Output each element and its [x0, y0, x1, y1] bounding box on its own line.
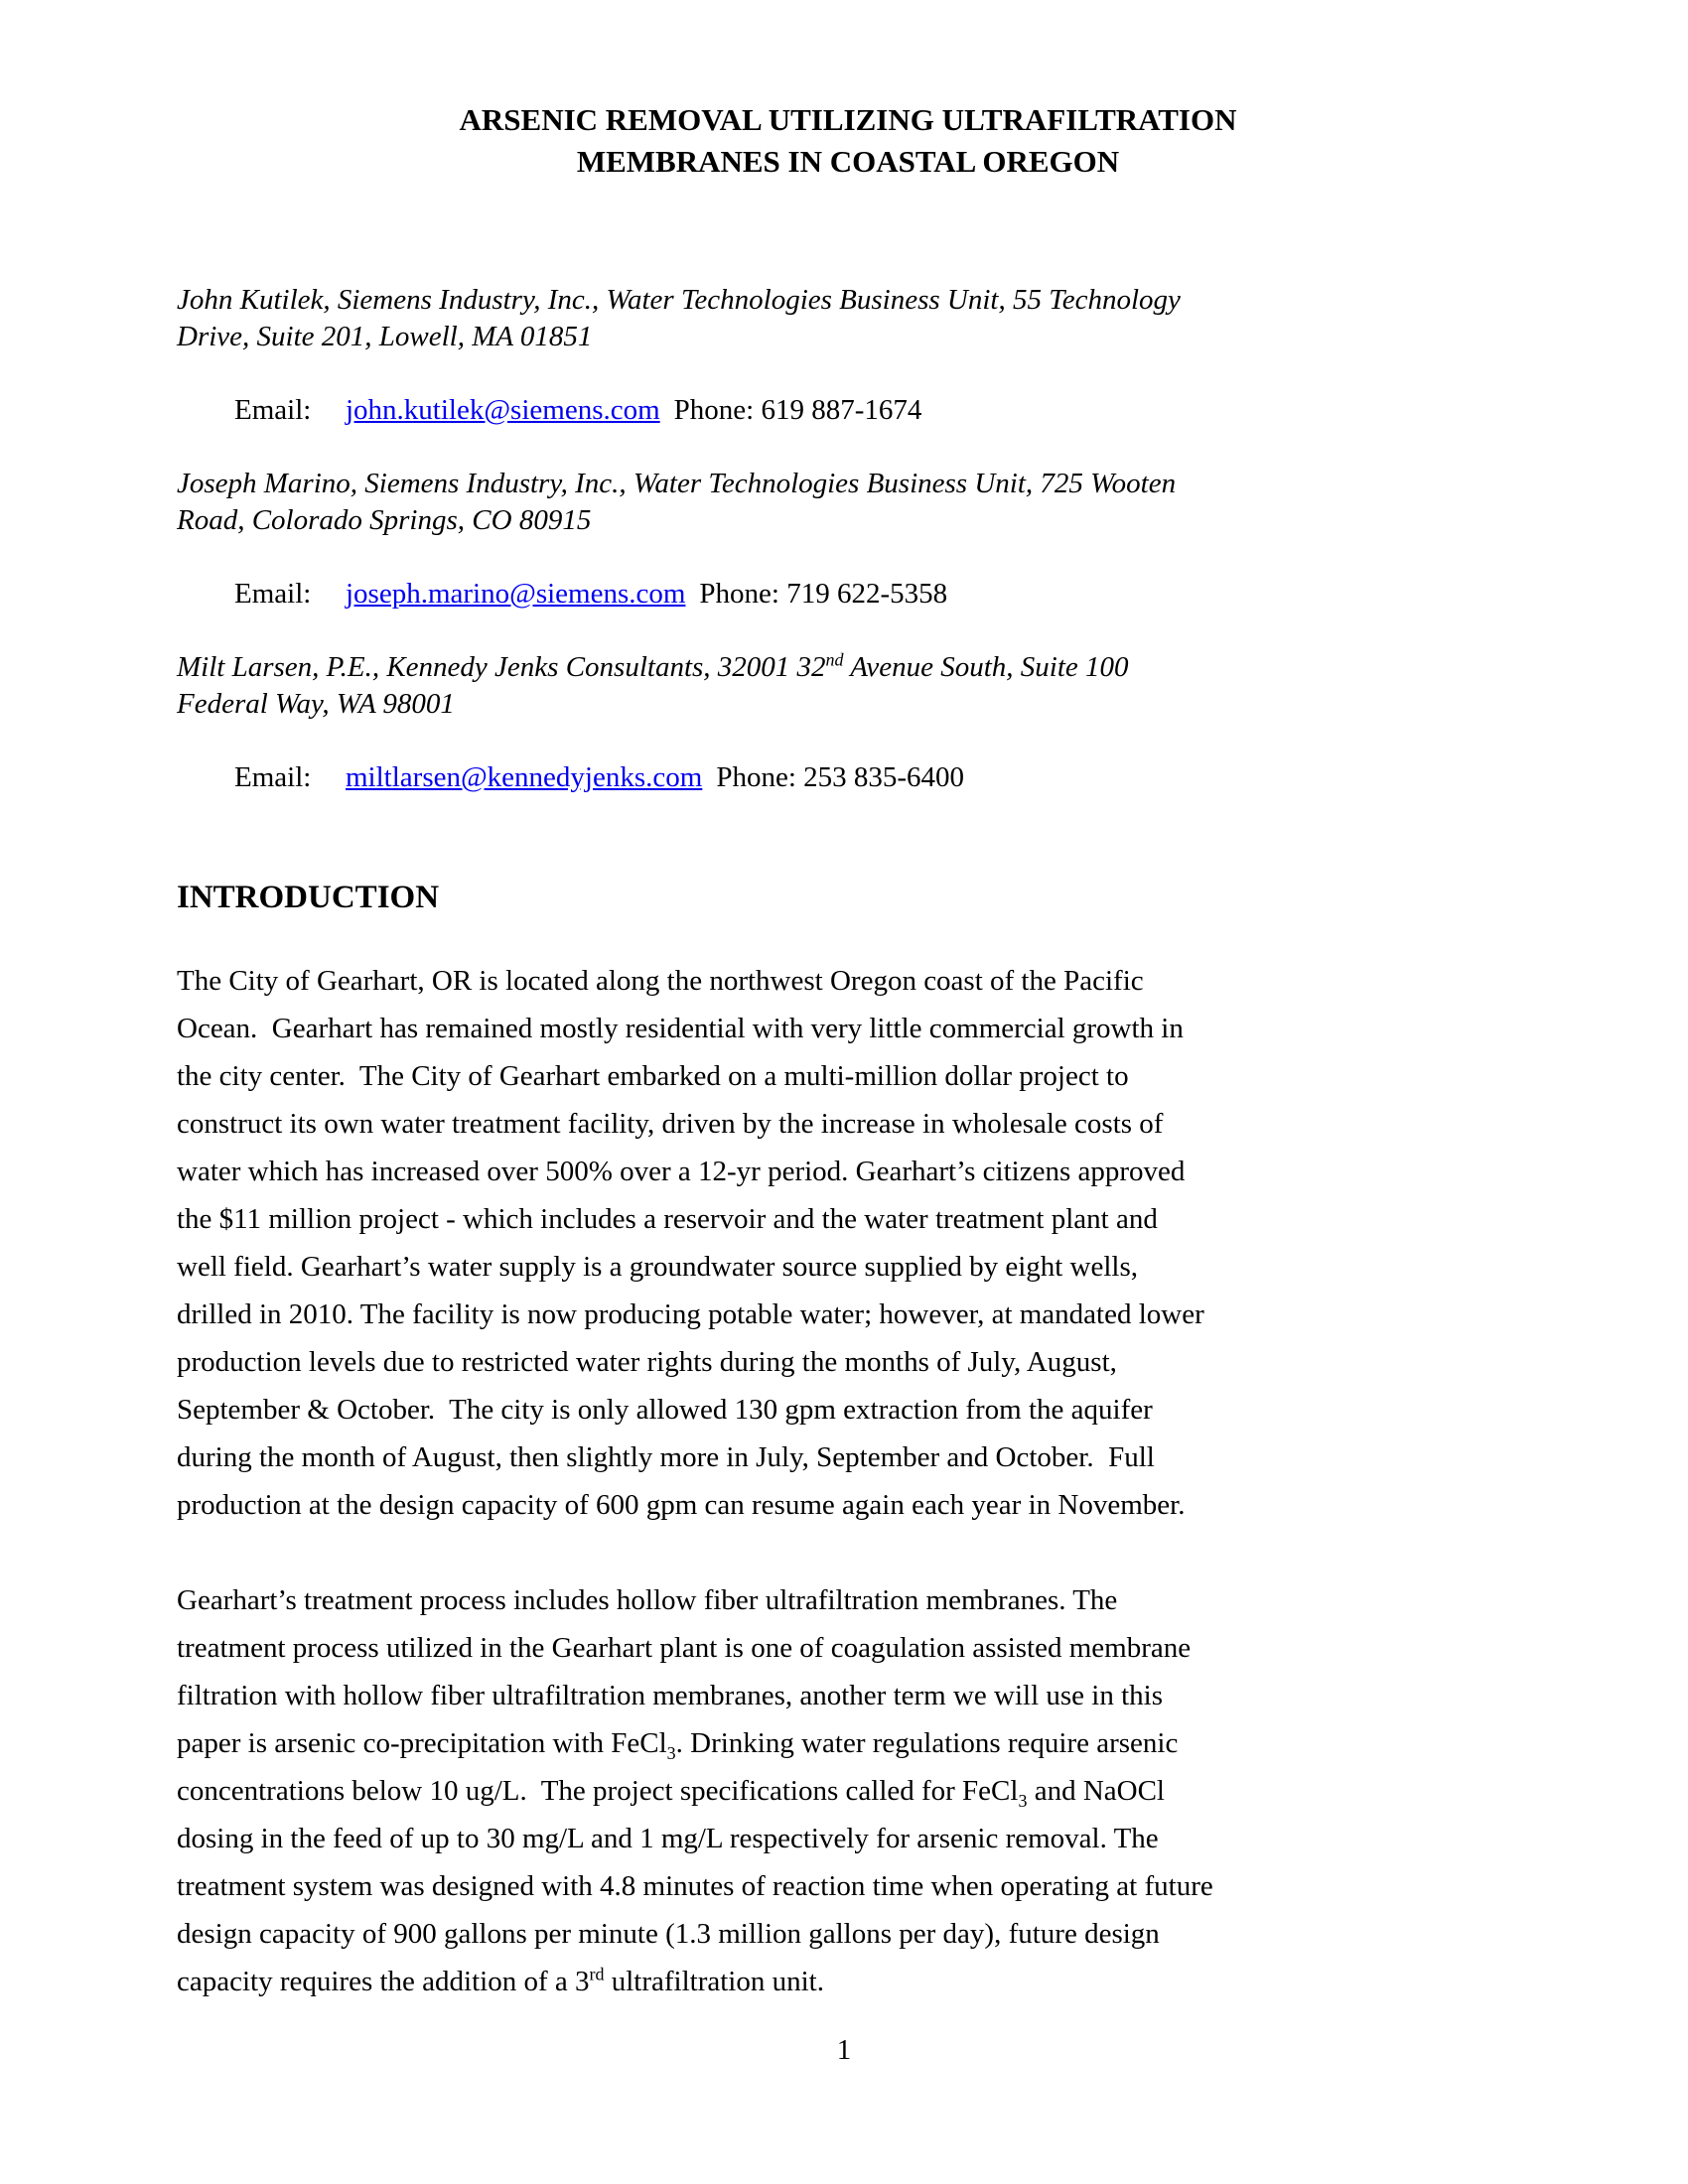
email-link[interactable]: joseph.marino@siemens.com	[346, 578, 686, 610]
intro-paragraph-2: Gearhart’s treatment process includes hollow fiber ultrafiltration membranes. The treatment process utilized in the Gearhart plant is one of coagulation assisted membrane filtration with hollow fiber ultrafiltration membranes, another term we will use in this paper is arsenic co-precipitation with FeCl$_3$. Drinking water regulations require arsenic concentrations below 10 ug/L. The project specifications called for FeCl$_3$ and NaOCl dosing in the feed of up to 30 mg/L and 1 mg/L respectively for arsenic removal. The treatment system was designed with 4.8 minutes of reaction time when operating at future design capacity of 900 gallons per minute (1.3 million gallons per day), future design capacity requires the addition of a 3rd ultrafiltration unit.	[177, 1584, 1213, 1997]
phone	[699, 578, 947, 610]
author-contact	[177, 723, 1519, 833]
phone-label: Phone:	[716, 761, 796, 793]
author-affiliation: John Kutilek, Siemens Industry, Inc., Water Technologies Business Unit, 55 Technology Drive, Suite 201, Lowell, MA 01851	[177, 284, 1181, 352]
email-label: Email:	[234, 761, 312, 793]
phone-label: Phone:	[699, 578, 779, 610]
paper-title: ARSENIC REMOVAL UTILIZING ULTRAFILTRATION MEMBRANES IN COASTAL OREGON	[459, 102, 1237, 179]
author-affiliation: Joseph Marino, Siemens Industry, Inc., Water Technologies Business Unit, 725 Wooten Road, Colorado Springs, CO 80915	[177, 468, 1177, 536]
phone-number: 719 622-5358	[786, 578, 948, 610]
phone-number: 253 835-6400	[803, 761, 965, 793]
author-block	[177, 282, 1519, 833]
intro-paragraph-1: The City of Gearhart, OR is located along the northwest Oregon coast of the Pacific Ocean. Gearhart has remained mostly residential with very little commercial growth in the city center. The City of Gearhart embarked on a multi-million dollar project to construct its own water treatment facility, driven by the increase in wholesale costs of water which has increased over 500% over a 12-yr period. Gearhart’s citizens approved the $11 million project - which includes a reservoir and the water treatment plant and well field. Gearhart’s water supply is a groundwater source supplied by eight wells, drilled in 2010. The facility is now producing potable water; however, at mandated lower production levels due to restricted water rights during the months of July, August, September & October. The city is only allowed 130 gpm extraction from the aquifer during the month of August, then slightly more in July, September and October. Full production at the design capacity of 600 gpm can resume again each year in November.	[177, 965, 1204, 1521]
author-contact	[177, 355, 1519, 466]
section-heading-introduction: INTRODUCTION	[177, 880, 440, 915]
author-entry	[177, 466, 1519, 649]
page-number: 1	[836, 2034, 852, 2066]
email-link[interactable]: miltlarsen@kennedyjenks.com	[346, 761, 703, 793]
phone	[716, 761, 964, 793]
email-label: Email:	[234, 578, 312, 610]
author-contact	[177, 539, 1519, 649]
phone-label: Phone:	[673, 394, 755, 426]
author-affiliation: Milt Larsen, P.E., Kennedy Jenks Consultants, 32001 32nd Avenue South, Suite 100 Federal Way, WA 98001	[177, 649, 1129, 720]
author-entry	[177, 282, 1519, 466]
email-label: Email:	[234, 394, 312, 426]
author-entry	[177, 649, 1519, 833]
phone-number: 619 887-1674	[761, 394, 922, 426]
phone	[674, 394, 922, 426]
email-link[interactable]: john.kutilek@siemens.com	[346, 394, 660, 426]
